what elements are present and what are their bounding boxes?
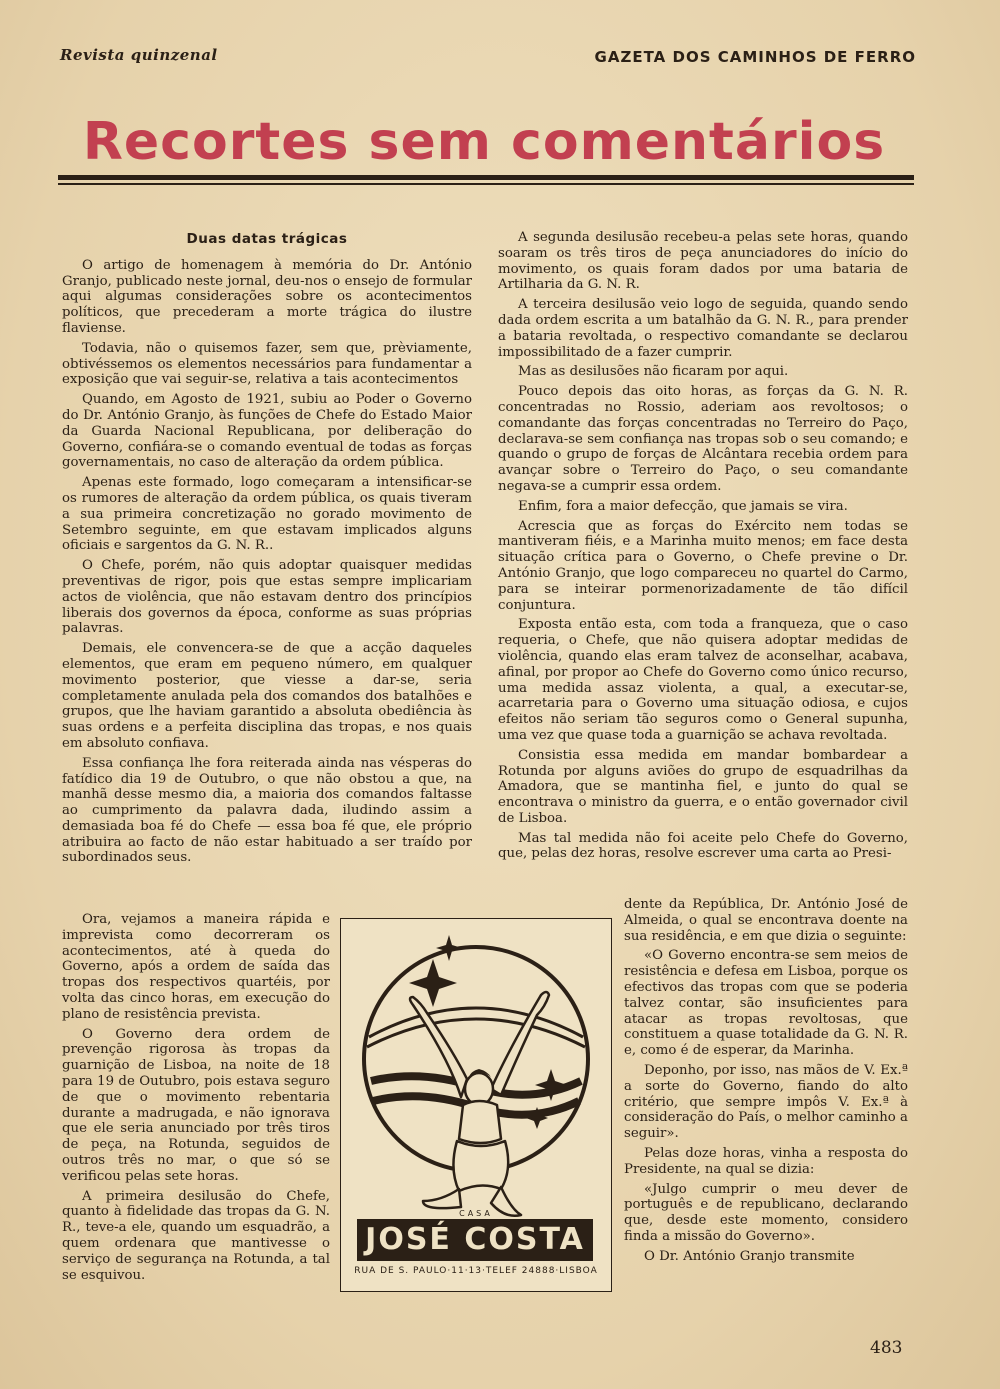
- column-right-top: [498, 230, 908, 866]
- paragraph: O Governo dera ordem de prevenção rigorosa às tropas da guarnição de Lisboa, na noite de 18 para 19 de Outubro, pois estava seguro de que o movimento rebentaria durante a madrugada, e não ignorava que ele seria anunciado por três tiros de peça, na Rotunda, seguidos de outros três no mar, o que só se verificou pelas sete horas.: [62, 1026, 330, 1184]
- paragraph: Consistia essa medida em mandar bombardear a Rotunda por alguns aviões do grupo de esquadrilhas da Amadora, que se mantinha fiel, e junto do qual se encontrava o ministro da guerra, e o então governador civil de Lisboa.: [498, 747, 908, 826]
- column-left-top: [62, 232, 472, 870]
- paragraph: Essa confiança lhe fora reiterada ainda nas vésperas do fatídico dia 19 de Outubro, o que não obstou a que, na manhã desse mesmo dia, a maioria dos comandos faltasse ao cumprimento da palavra dada, iludindo assim a demasiada boa fé do Chefe — essa boa fé que, ele próprio atribuira ao facto de não estar habituado a ser traído por subordinados seus.: [62, 755, 472, 866]
- paragraph: Demais, ele convencera-se de que a acção daqueles elementos, que eram em pequeno número, em qualquer movimento posterior, que viesse a dar-se, seria completamente anulada pela dos comandos dos batalhões e grupos, que lhe haviam garantido a absoluta obediência às suas ordens e a perfeita disciplina das tropas, e nos quais em absoluto confiava.: [62, 641, 472, 751]
- paragraph: A primeira desilusão do Chefe, quanto à fidelidade das tropas da G. N. R., teve-a ele, quando um esquadrão, a quem ordenara que mantivesse o serviço de segurança na Rotunda, a tal se esquivou.: [62, 1188, 330, 1283]
- paragraph: Mas as desilusões não ficaram por aqui.: [518, 364, 789, 380]
- quote-paragraph: «Julgo cumprir o meu dever de português e de republicano, declarando que, desde este momento, considero finda a missão do Governo».: [624, 1181, 908, 1244]
- paragraph: Acrescia que as forças do Exército nem todas se mantiveram fiéis, e a Marinha muito menos; em face desta situação crítica para o Governo, o Chefe previne o Dr. António Granjo, que logo compareceu no quartel do Carmo, para se inteirar pormenorizadamente de tão difícil conjuntura.: [498, 518, 908, 613]
- paragraph: Enfim, fora a maior defecção, que jamais se vira.: [518, 498, 848, 514]
- advertisement: [340, 918, 612, 1292]
- page-number: 483: [870, 1338, 903, 1358]
- advert-brand: JOSÉ COSTA: [357, 1219, 593, 1261]
- column-left-bottom: [62, 912, 330, 1287]
- paragraph: Pouco depois das oito horas, as forças da G. N. R. concentradas no Rossio, aderiam aos revoltosos; o comandante das forças concentradas no Terreiro do Paço, declarava-se sem confiança nas tropas sob o seu comando; e quando o grupo de forças de Alcântara recebia ordem para avançar sobre o Terreiro do Paço, o seu comandante negava-se a cumprir essa ordem.: [498, 384, 908, 494]
- paragraph: O Chefe, porém, não quis adoptar quaisquer medidas preventivas de rigor, pois que estas sempre implicariam actos de violência, que não estavam dentro dos princípios liberais dos governos da época, conforme as suas próprias palavras.: [62, 558, 472, 637]
- paragraph: A segunda desilusão recebeu-a pelas sete horas, quando soaram os três tiros de peça anunciadores do início do movimento, os quais foram dados por uma bataria de Artilharia da G. N. R.: [498, 230, 908, 293]
- page-title: Recortes sem comentários: [82, 112, 886, 172]
- paragraph: Pelas doze horas, vinha a resposta do Presidente, na qual se dizia:: [624, 1145, 908, 1177]
- paragraph: O artigo de homenagem à memória do Dr. António Granjo, publicado neste jornal, deu-nos o ensejo de formular aqui algumas considerações sobre os acontecimentos políticos, que precederam a morte trágica do ilustre flaviense.: [62, 257, 472, 336]
- paragraph: Apenas este formado, logo começaram a intensificar-se os rumores de alteração da ordem pública, os quais tiveram a sua primeira concretização no gorado movimento de Setembro seguinte, em que estavam implicados alguns oficiais e sargentos da G. N. R..: [62, 475, 472, 554]
- header-left: Revista quinzenal: [60, 46, 218, 64]
- advert-small-label: CASA: [459, 1209, 493, 1218]
- title-rule-thick: [58, 175, 914, 180]
- quote-paragraph: «O Governo encontra-se sem meios de resistência e defesa em Lisboa, porque os efectivos das tropas com que se poderia talvez contar, são insuficientes para atacar as tropas revoltosas, que constituem a quase totalidade da G. N. R. e, como é de esperar, da Marinha.: [624, 948, 908, 1059]
- paragraph: A terceira desilusão veio logo de seguida, quando sendo dada ordem escrita a um batalhão da G. N. R., para prender a bataria revoltada, o respectivo comandante se declarou impossibilitado de a fazer cumprir.: [498, 297, 908, 360]
- paragraph: Exposta então esta, com toda a franqueza, que o caso requeria, o Chefe, que não quisera adoptar medidas de violência, quando elas eram talvez de aconselhar, acabava, afinal, por propor ao Chefe do Governo como único recurso, uma medida assaz violenta, a qual, a executar-se, acarretaria para o Governo uma situação odiosa, e cujos efeitos não seriam tão seguros como o General supunha, uma vez que quase toda a guarnição se achava revoltada.: [498, 617, 908, 743]
- article-subtitle: Duas datas trágicas: [186, 231, 348, 247]
- advert-address: RUA DE S. PAULO·11·13·TELEF 24888·LISBOA: [354, 1266, 598, 1276]
- paragraph: Todavia, não o quisemos fazer, sem que, prèviamente, obtivéssemos os elementos necessários para fundamentar a exposição que vai seguir-se, relativa a tais acontecimentos: [62, 340, 472, 388]
- paragraph: Mas tal medida não foi aceite pelo Chefe do Governo, que, pelas dez horas, resolve escrever uma carta ao Presi-: [498, 830, 908, 862]
- paragraph: O Dr. António Granjo transmite: [644, 1248, 855, 1264]
- paragraph: Quando, em Agosto de 1921, subiu ao Poder o Governo do Dr. António Granjo, às funções de Chefe do Estado Maior da Guarda Nacional Republicana, por deliberação do Governo, confiára-se o comando eventual de todas as forças governamentais, no caso de alteração da ordem pública.: [62, 392, 472, 471]
- title-rule-thin: [58, 183, 914, 185]
- paragraph: dente da República, Dr. António José de Almeida, o qual se encontrava doente na sua residência, e em que dizia o seguinte:: [624, 897, 908, 944]
- paragraph: Ora, vejamos a maneira rápida e imprevista como decorreram os acontecimentos, até à queda do Governo, após a ordem de saída das tropas dos respectivos quartéis, por volta das cinco horas, em execução do plano de resistência prevista.: [62, 912, 330, 1022]
- header-right: GAZETA DOS CAMINHOS DE FERRO: [594, 48, 916, 66]
- column-right-bottom: [624, 897, 908, 1269]
- paragraph: Deponho, por isso, nas mãos de V. Ex.ª a sorte do Governo, fiando do alto critério, que sempre impôs V. Ex.ª à consideração do País, o melhor caminho a seguir».: [624, 1062, 908, 1142]
